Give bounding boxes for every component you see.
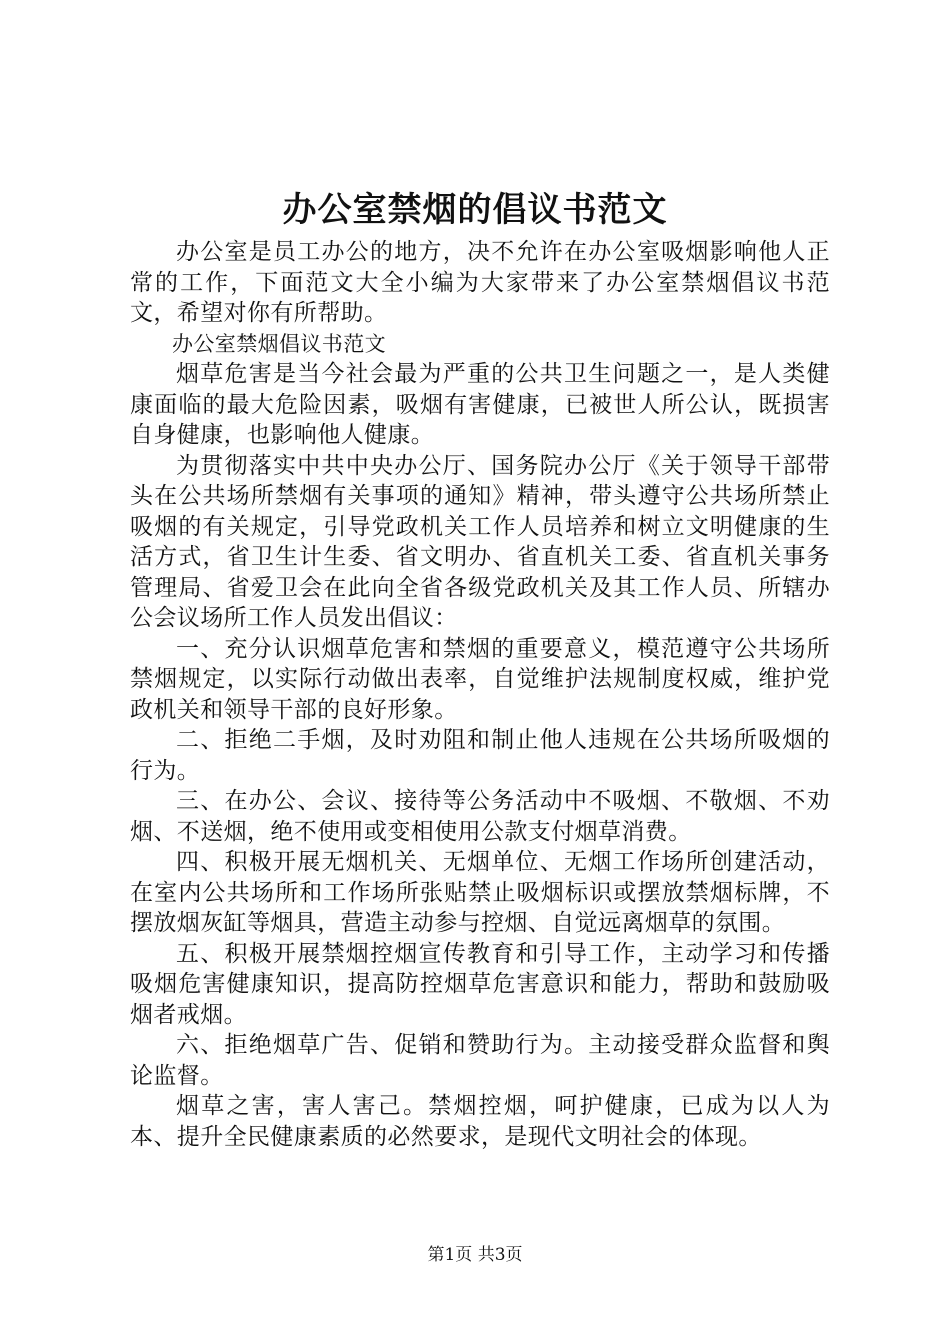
document-body — [130, 237, 830, 1152]
proposal-item-1: 一、充分认识烟草危害和禁烟的重要意义，模范遵守公共场所禁烟规定，以实际行动做出表率，自觉维护法规制度权威，维护党政机关和领导干部的良好形象。 — [130, 635, 830, 723]
body-paragraph: 烟草危害是当今社会最为严重的公共卫生问题之一，是人类健康面临的最大危险因素，吸烟有害健康，已被世人所公认，既损害自身健康，也影响他人健康。 — [130, 361, 830, 448]
document-title: 办公室禁烟的倡议书范文 — [282, 190, 668, 230]
closing-paragraph: 烟草之害，害人害己。禁烟控烟，呵护健康，已成为以人为本、提升全民健康素质的必然要求，是现代文明社会的体现。 — [130, 1093, 830, 1150]
section-heading: 办公室禁烟倡议书范文 — [172, 331, 386, 356]
proposal-item-5: 五、积极开展禁烟控烟宣传教育和引导工作，主动学习和传播吸烟危害健康知识，提高防控烟草危害意识和能力，帮助和鼓励吸烟者戒烟。 — [130, 940, 830, 1028]
proposal-item-3: 三、在办公、会议、接待等公务活动中不吸烟、不敬烟、不劝烟、不送烟，绝不使用或变相使用公款支付烟草消费。 — [130, 788, 830, 845]
intro-paragraph: 办公室是员工办公的地方，决不允许在办公室吸烟影响他人正常的工作，下面范文大全小编为大家带来了办公室禁烟倡议书范文，希望对你有所帮助。 — [130, 239, 830, 326]
proposal-item-6: 六、拒绝烟草广告、促销和赞助行为。主动接受群众监督和舆论监督。 — [130, 1032, 830, 1089]
body-paragraph: 为贯彻落实中共中央办公厅、国务院办公厅《关于领导干部带头在公共场所禁烟有关事项的通知》精神，带头遵守公共场所禁止吸烟的有关规定，引导党政机关工作人员培养和树立文明健康的生活方式，省卫生计生委、省文明办、省直机关工委、省直机关事务管理局、省爱卫会在此向全省各级党政机关及其工作人员、所辖办公会议场所工作人员发出倡议： — [130, 452, 830, 631]
page-indicator: 第1页 共3页 — [427, 1245, 523, 1265]
proposal-item-4: 四、积极开展无烟机关、无烟单位、无烟工作场所创建活动，在室内公共场所和工作场所张贴禁止吸烟标识或摆放禁烟标牌，不摆放烟灰缸等烟具，营造主动参与控烟、自觉远离烟草的氛围。 — [130, 849, 830, 936]
proposal-item-2: 二、拒绝二手烟，及时劝阻和制止他人违规在公共场所吸烟的行为。 — [130, 727, 830, 784]
